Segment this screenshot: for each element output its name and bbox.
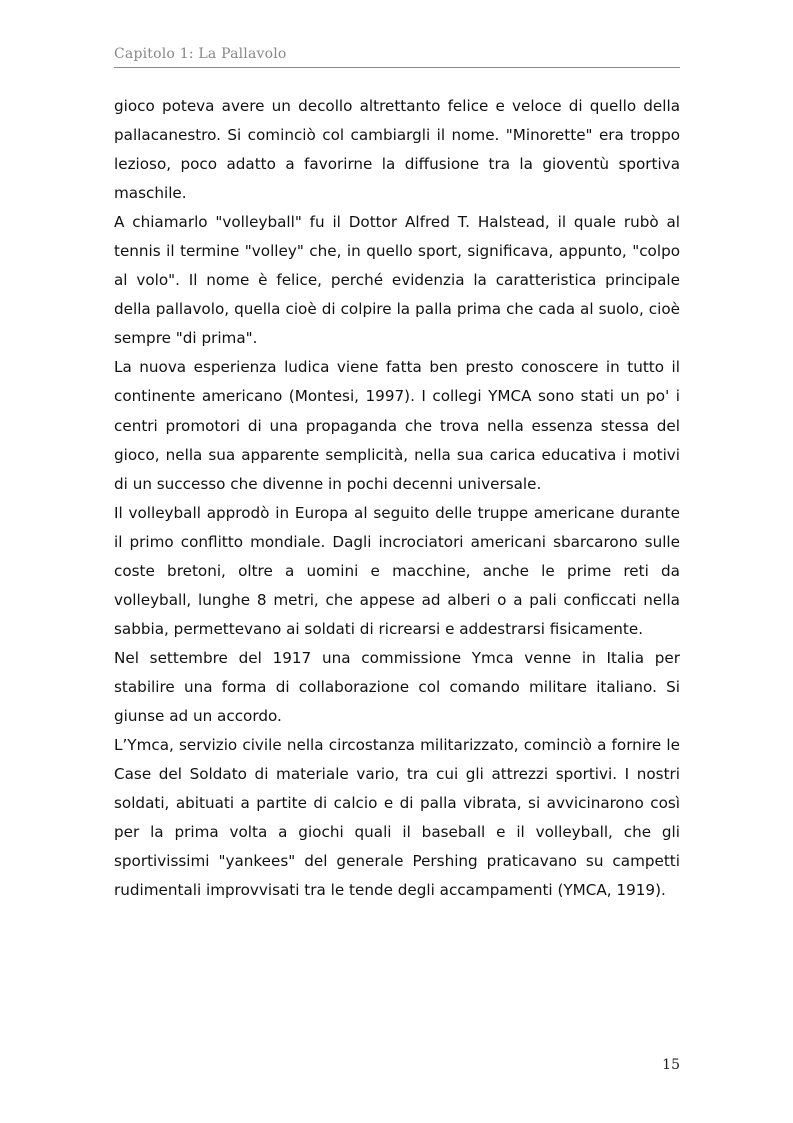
paragraph: Il volleyball approdò in Europa al seguito delle truppe americane durante il primo conflitto mondiale. Dagli incrociatori americani sbarcarono sulle coste bretoni, oltre a uomini e macchine, anche le prime reti da volleyball, lunghe 8 metri, che appese ad alberi o a pali conficcati nella sabbia, permettevano ai soldati di ricrearsi e addestrarsi fisicamente. (114, 503, 680, 638)
running-header: Capitolo 1: La Pallavolo (114, 46, 680, 68)
page-number: 15 (662, 1057, 680, 1073)
paragraph: gioco poteva avere un decollo altrettanto felice e veloce di quello della pallacanestro. Si cominciò col cambiargli il nome. "Minorette" era troppo lezioso, poco adatto a favorirne la diffusione tra la gioventù sportiva maschile. (114, 97, 680, 203)
paragraph: L’Ymca, servizio civile nella circostanza militarizzato, cominciò a fornire le Case del Soldato di materiale vario, tra cui gli attrezzi sportivi. I nostri soldati, abituati a partite di calcio e di palla vibrata, si avvicinarono così per la prima volta a giochi quali il baseball e il volleyball, che gli sportivissimi "yankees" del generale Pershing praticavano su campetti rudimentali improvvisati tra le tende degli accampamenti (YMCA, 1919). (114, 736, 680, 900)
body-text (114, 92, 680, 905)
paragraph: La nuova esperienza ludica viene fatta ben presto conoscere in tutto il continente americano (Montesi, 1997). I collegi YMCA sono stati un po' i centri promotori di una propaganda che trova nella essenza stessa del gioco, nella sua apparente semplicità, nella sua carica educativa i motivi di un successo che divenne in pochi decenni universale. (114, 358, 680, 493)
paragraph: A chiamarlo "volleyball" fu il Dottor Alfred T. Halstead, il quale rubò al tennis il termine "volley" che, in quello sport, significava, appunto, "colpo al volo". Il nome è felice, perché evidenzia la caratteristica principale della pallavolo, quella cioè di colpire la palla prima che cada al suolo, cioè sempre "di prima". (114, 213, 680, 348)
paragraph: Nel settembre del 1917 una commissione Ymca venne in Italia per stabilire una forma di collaborazione col comando militare italiano. Si giunse ad un accordo. (114, 648, 680, 725)
